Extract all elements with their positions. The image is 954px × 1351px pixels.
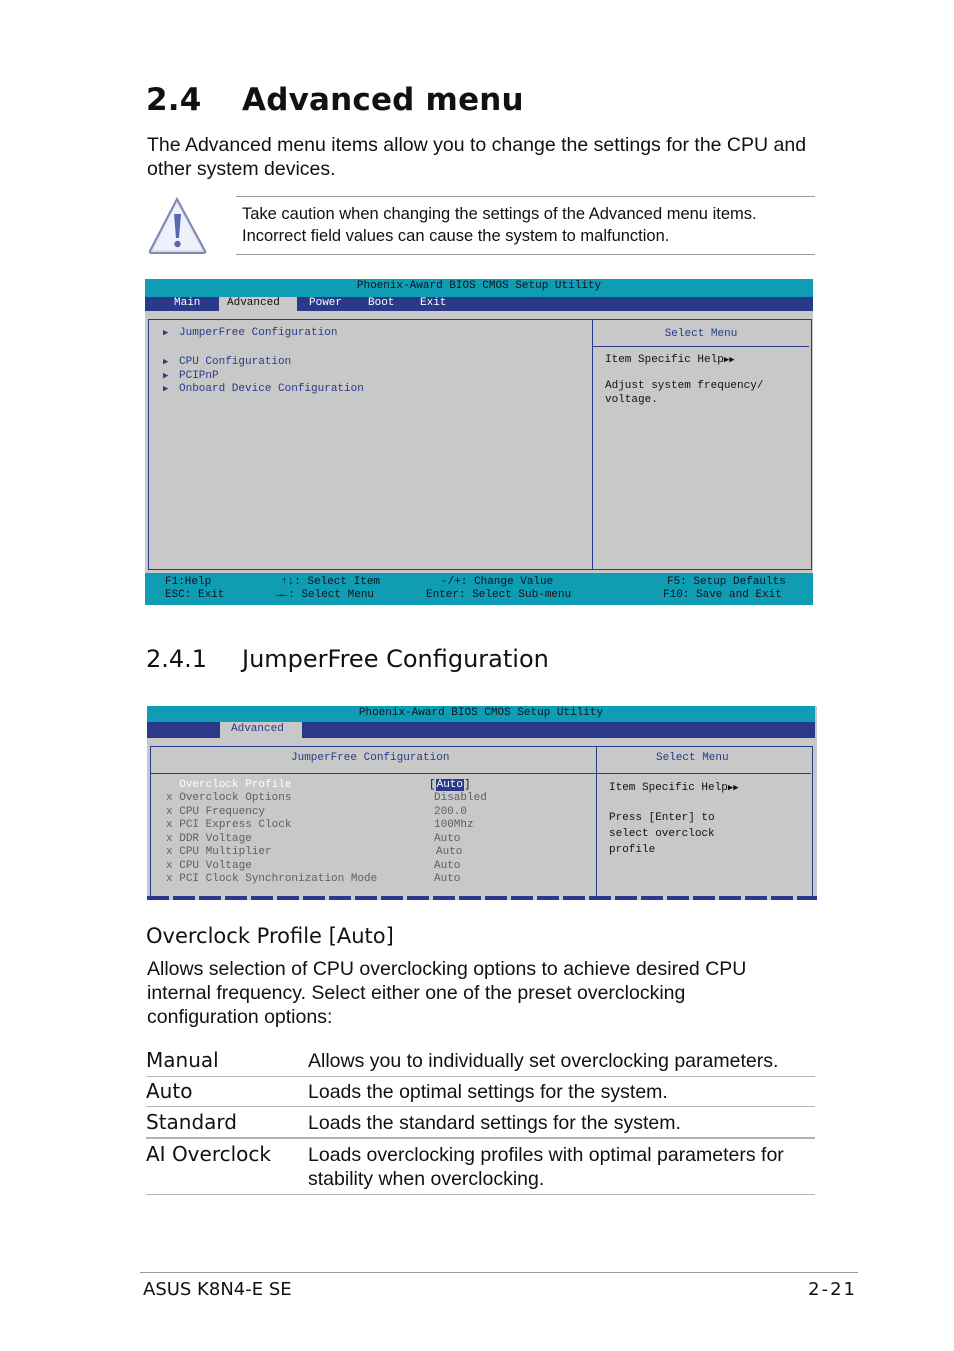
bios-pane-divider xyxy=(592,319,593,570)
option-desc: Loads overclocking profiles with optimal parameters for stability when overclocking. xyxy=(308,1144,784,1190)
key-select-item: ↑↓: Select Item xyxy=(281,576,381,588)
item-help-body: Press [Enter] to select overclock profile xyxy=(609,812,715,856)
key-f1-help: F1:Help xyxy=(165,576,212,588)
key-change-value: -/+: Change Value xyxy=(441,576,554,588)
option-term: Standard xyxy=(146,1110,237,1134)
option-value: 200.0 xyxy=(434,806,468,818)
menu-advanced[interactable]: Advanced xyxy=(219,297,297,311)
key-enter-submenu: Enter: Select Sub-menu xyxy=(426,589,572,601)
overclock-profile-value[interactable]: [Auto] xyxy=(429,779,471,791)
subsection-title: JumperFree Configuration xyxy=(242,645,549,673)
option-value: Disabled xyxy=(434,792,487,804)
header-separator xyxy=(151,773,811,774)
option-description: Allows selection of CPU overclocking options to achieve desired CPU internal frequency. Select either one of the preset overclocking configuration options: xyxy=(147,958,747,1028)
bios-menu-bar xyxy=(147,722,815,738)
subsection-number: 2.4.1 xyxy=(146,645,208,673)
select-menu-header: Select Menu xyxy=(593,321,809,347)
caution-triangle-icon xyxy=(146,196,210,256)
submenu-arrow-icon: ▶ xyxy=(163,384,169,394)
menu-main[interactable]: Main xyxy=(174,297,201,309)
bios-pane-divider xyxy=(596,746,597,899)
double-arrow-icon: ▶▶ xyxy=(723,355,735,365)
caution-note-text: Take caution when changing the settings of the Advanced menu items. Incorrect field values can cause the system to malfunction. xyxy=(242,205,757,245)
option-cpu-frequency: x CPU Frequency xyxy=(166,806,266,818)
submenu-pcipnp[interactable]: ▶ PCIPnP xyxy=(163,370,219,382)
option-desc: Loads the optimal settings for the system. xyxy=(308,1081,668,1103)
submenu-cpu-configuration[interactable]: ▶ CPU Configuration xyxy=(163,356,292,368)
bios-title-bar: Phoenix-Award BIOS CMOS Setup Utility xyxy=(147,706,815,722)
option-value: 100Mhz xyxy=(434,819,474,831)
option-overclock-profile[interactable]: Overclock Profile xyxy=(179,779,292,791)
jumperfree-header: JumperFree Configuration xyxy=(291,752,450,764)
option-desc: Allows you to individually set overclocking parameters. xyxy=(308,1050,779,1072)
table-row xyxy=(146,1046,815,1077)
intro-paragraph: The Advanced menu items allow you to change the settings for the CPU and other system devices. xyxy=(147,134,807,180)
option-pci-clock-sync-mode: x PCI Clock Synchronization Mode xyxy=(166,873,378,885)
menu-advanced[interactable]: Advanced xyxy=(220,722,302,738)
submenu-arrow-icon: ▶ xyxy=(163,371,169,381)
option-ddr-voltage: x DDR Voltage xyxy=(166,833,252,845)
left-right-arrows-icon: →← xyxy=(275,589,289,601)
up-down-arrows-icon: ↑↓ xyxy=(281,576,295,588)
submenu-arrow-icon: ▶ xyxy=(163,328,169,338)
subsection-heading xyxy=(146,645,549,673)
bios-title-bar: Phoenix-Award BIOS CMOS Setup Utility xyxy=(145,279,813,297)
table-row xyxy=(146,1107,815,1139)
option-term: Manual xyxy=(146,1048,219,1072)
menu-boot[interactable]: Boot xyxy=(368,297,395,309)
footer-rule xyxy=(140,1272,858,1273)
submenu-jumperfree[interactable]: ▶ JumperFree Configuration xyxy=(163,327,338,339)
option-heading: Overclock Profile [Auto] xyxy=(146,924,394,948)
key-select-menu: →←: Select Menu xyxy=(275,589,375,601)
option-value: Auto xyxy=(434,833,461,845)
item-help-title: Item Specific Help▶▶ xyxy=(605,354,735,366)
option-value: Auto xyxy=(434,860,461,872)
bios-menu-bar xyxy=(145,297,813,311)
table-row xyxy=(146,1077,815,1107)
submenu-arrow-icon: ▶ xyxy=(163,357,169,367)
menu-power[interactable]: Power xyxy=(309,297,343,309)
options-table xyxy=(146,1046,815,1195)
key-esc-exit: ESC: Exit xyxy=(165,589,225,601)
submenu-onboard-devices[interactable]: ▶ Onboard Device Configuration xyxy=(163,383,364,395)
double-arrow-icon: ▶▶ xyxy=(727,783,739,793)
option-pci-express-clock: x PCI Express Clock xyxy=(166,819,292,831)
option-value: Auto xyxy=(434,873,461,885)
option-term: Auto xyxy=(146,1079,193,1103)
footer-product: ASUS K8N4-E SE xyxy=(143,1279,292,1300)
option-cpu-voltage: x CPU Voltage xyxy=(166,860,252,872)
bios-jumperfree-screen xyxy=(147,706,817,899)
option-overclock-options: x Overclock Options xyxy=(166,792,292,804)
menu-exit[interactable]: Exit xyxy=(420,297,447,309)
section-heading xyxy=(146,82,524,118)
screenshot-cut-edge xyxy=(147,896,817,900)
option-term: AI Overclock xyxy=(146,1142,271,1166)
table-row xyxy=(146,1139,815,1195)
item-help-title: Item Specific Help▶▶ xyxy=(609,782,739,794)
footer-page-number: 2-21 xyxy=(808,1279,857,1300)
note-bottom-rule xyxy=(236,254,815,255)
bios-advanced-screen xyxy=(145,279,813,605)
option-cpu-multiplier: x CPU Multiplier xyxy=(166,846,272,858)
option-value: Auto xyxy=(436,846,463,858)
item-help-body: Adjust system frequency/ voltage. xyxy=(605,380,764,406)
section-number: 2.4 xyxy=(146,82,202,118)
select-menu-header: Select Menu xyxy=(656,752,729,764)
section-title: Advanced menu xyxy=(242,82,524,118)
note-top-rule xyxy=(236,196,815,197)
option-desc: Loads the standard settings for the system. xyxy=(308,1112,681,1134)
key-f5-defaults: F5: Setup Defaults xyxy=(667,576,786,588)
key-f10-save-exit: F10: Save and Exit xyxy=(663,589,782,601)
bios-key-footer xyxy=(145,573,813,605)
